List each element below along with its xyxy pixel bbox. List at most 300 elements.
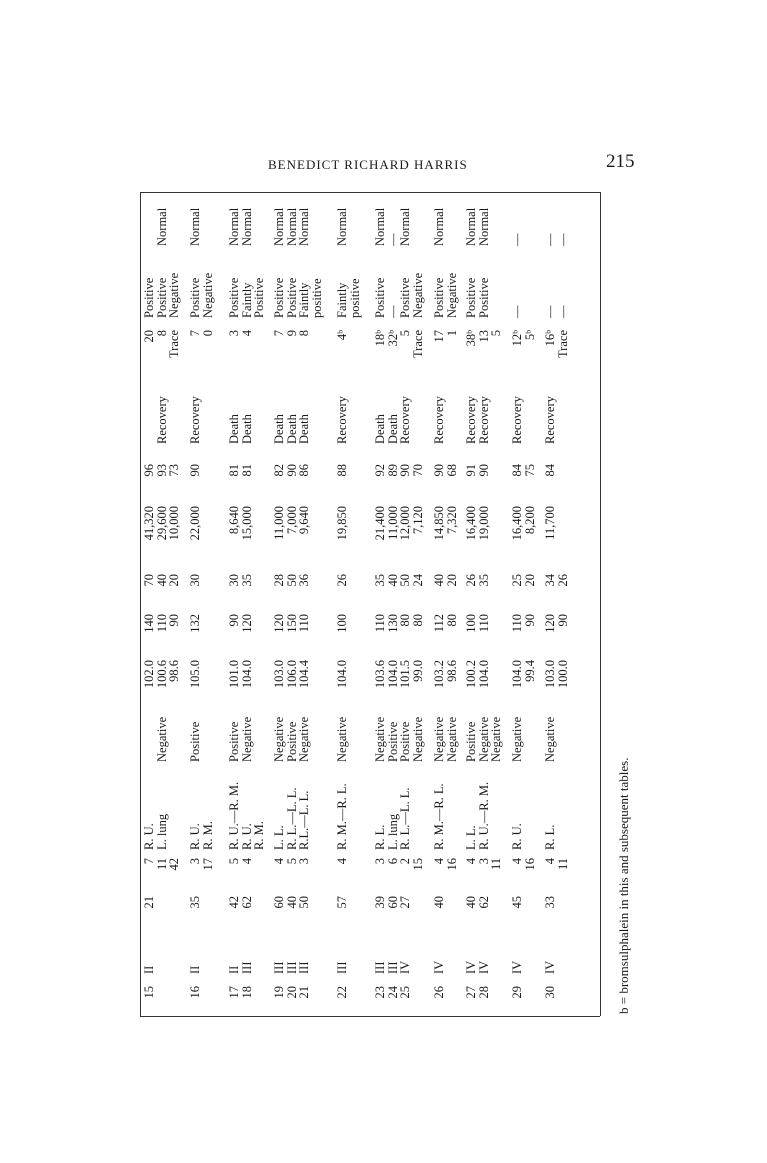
cell-polys: 70 [410,464,425,477]
table-top-rule [140,192,600,193]
cell-outcome: Recovery [543,396,557,444]
cell-days: 3 [476,858,491,865]
cell-pulse: 130 [385,614,400,633]
cell-lesion: R. L.—L. L. [398,787,412,850]
cell-lesion: R. U. [142,823,156,850]
cell-dye: 12ᵇ [510,330,524,347]
cell-resp: 35 [239,574,254,587]
cell-case: 18 [239,986,254,999]
cell-pulse: 80 [398,614,412,627]
cell-outcome: Death [272,414,286,444]
cell-pulse: 90 [167,614,181,627]
cell-stage: III [385,961,400,974]
cell-days: 42 [167,858,181,871]
cell-temp: 102.0 [142,660,156,689]
cell-wbc: 16,400 [510,506,524,541]
cell-polys: 82 [272,464,286,477]
cell-age: 40 [284,896,299,909]
cell-resp: 30 [227,574,241,587]
cell-outcome: Death [385,414,400,444]
cell-urobil: positive [309,278,324,318]
cell-urobil: Negative [444,272,459,318]
cell-lesion: R. U. [510,823,524,850]
cell-stage: II [227,965,241,974]
cell-temp: 99.0 [410,660,425,682]
cell-polys: 90 [476,464,491,477]
cell-urobil: Positive [252,277,266,318]
cell-dye: Trace [410,330,425,359]
cell-urine: Normal [464,207,478,246]
cell-polys: 89 [385,464,400,477]
cell-dye: 1 [444,330,459,337]
cell-pulse: 120 [272,614,286,633]
cell-sputum: Negative [239,716,254,762]
cell-days: 7 [142,858,156,865]
cell-days: 4 [272,858,286,865]
cell-age: 45 [510,896,524,909]
cell-outcome: Recovery [398,396,412,444]
cell-urobil: — [510,305,524,318]
cell-polys: 90 [284,464,299,477]
cell-outcome: Recovery [464,396,478,444]
cell-age: 40 [432,896,446,909]
cell-outcome: Recovery [476,396,491,444]
cell-days: 4 [464,858,478,865]
cell-wbc: 15,000 [239,506,254,541]
cell-resp: 20 [167,574,181,587]
cell-resp: 25 [510,574,524,587]
running-head: BENEDICT RICHARD HARRIS [268,157,468,172]
cell-pulse: 90 [522,614,537,627]
cell-sputum: Negative [272,716,286,762]
cell-lesion: R. L. [373,824,387,850]
cell-polys: 84 [543,464,557,477]
cell-polys: 92 [373,464,387,477]
cell-days: 4 [510,858,524,865]
cell-lesion: R. M.—R. L. [335,783,349,850]
cell-dye: 18ᵇ [373,330,387,347]
cell-dye: 8 [154,330,169,337]
cell-dye: 13 [476,330,491,343]
cell-urine: Normal [154,207,169,246]
cell-temp: 98.6 [167,660,181,682]
cell-resp: 30 [188,574,202,587]
cell-lesion: R. L. [543,824,557,850]
cell-urobil: Faintly [239,282,254,318]
cell-outcome: Death [373,414,387,444]
cell-stage: III [335,961,349,974]
cell-urine: Normal [284,207,299,246]
cell-days: 3 [297,858,311,865]
cell-urobil: Negative [410,272,425,318]
cell-days: 3 [373,858,387,865]
cell-temp: 98.6 [444,660,459,682]
footnote: b = bromsulphalein in this and subsequent tables. [616,757,631,1014]
cell-sputum: Positive [385,721,400,762]
cell-resp: 20 [522,574,537,587]
cell-days: 4 [239,858,254,865]
cell-resp: 26 [555,574,570,587]
cell-case: 21 [297,986,311,999]
cell-resp: 35 [476,574,491,587]
cell-polys: 81 [239,464,254,477]
cell-days: 5 [284,858,299,865]
cell-pulse: 90 [227,614,241,627]
cell-sputum: Negative [410,716,425,762]
cell-resp: 24 [410,574,425,587]
cell-urine: — [510,233,524,246]
cell-age: 35 [188,896,202,909]
cell-dye: 0 [200,330,215,337]
cell-temp: 106.0 [284,660,299,689]
cell-dye: 17 [432,330,446,343]
cell-dye: Trace [555,330,570,359]
cell-urobil: Positive [398,277,412,318]
cell-stage: IV [432,960,446,974]
cell-temp: 103.6 [373,660,387,689]
cell-urobil: — [555,305,570,318]
cell-wbc: 16,400 [464,506,478,541]
cell-outcome: Death [227,414,241,444]
table-left-rule [140,192,141,1016]
cell-temp: 100.0 [555,660,570,689]
cell-case: 16 [188,986,202,999]
cell-sputum: Negative [476,716,491,762]
cell-polys: 68 [444,464,459,477]
cell-wbc: 21,400 [373,506,387,541]
cell-urobil: Positive [373,277,387,318]
cell-stage: IV [398,960,412,974]
cell-stage: III [239,961,254,974]
cell-age: 60 [385,896,400,909]
cell-wbc: 8,200 [522,506,537,535]
cell-dye: 20 [142,330,156,343]
cell-days: 16 [444,858,459,871]
cell-pulse: 110 [476,614,491,633]
cell-polys: 90 [432,464,446,477]
cell-age: 57 [335,896,349,909]
cell-resp: 36 [297,574,311,587]
cell-sputum: Negative [154,716,169,762]
cell-urobil: Positive [476,277,491,318]
cell-days: 11 [489,858,503,871]
cell-pulse: 132 [188,614,202,633]
cell-case: 29 [510,986,524,999]
cell-resp: 26 [464,574,478,587]
cell-temp: 104.4 [297,660,311,689]
cell-dye: 16ᵇ [543,330,557,347]
cell-wbc: 10,000 [167,506,181,541]
cell-dye: 4 [239,330,254,337]
cell-polys: 96 [142,464,156,477]
cell-temp: 101.5 [398,660,412,689]
cell-case: 26 [432,986,446,999]
cell-age: 40 [464,896,478,909]
cell-urine: Normal [272,207,286,246]
cell-stage: II [188,965,202,974]
cell-outcome: Recovery [432,396,446,444]
cell-dye: 32ᵇ [385,330,400,347]
cell-case: 23 [373,986,387,999]
cell-stage: III [373,961,387,974]
cell-days: 11 [154,858,169,871]
cell-sputum: Negative [297,716,311,762]
cell-temp: 105.0 [188,660,202,689]
cell-temp: 99.4 [522,660,537,682]
cell-dye: 4ᵇ [335,330,349,341]
cell-wbc: 8,640 [227,506,241,535]
cell-urobil: Faintly [335,282,349,318]
cell-sputum: Positive [227,721,241,762]
cell-polys: 86 [297,464,311,477]
cell-polys: 91 [464,464,478,477]
cell-dye: 7 [272,330,286,337]
cell-days: 11 [555,858,570,871]
page-number: 215 [606,151,635,172]
cell-case: 28 [476,986,491,999]
cell-sputum: Negative [543,716,557,762]
cell-temp: 104.0 [239,660,254,689]
cell-age: 33 [543,896,557,909]
cell-temp: 100.2 [464,660,478,689]
cell-resp: 40 [432,574,446,587]
table-right-rule [600,192,601,1016]
cell-urine: Normal [227,207,241,246]
cell-age: 60 [272,896,286,909]
cell-lesion: R. M. [200,821,215,850]
cell-case: 20 [284,986,299,999]
cell-wbc: 11,700 [543,506,557,540]
cell-days: 15 [410,858,425,871]
cell-pulse: 112 [432,614,446,633]
cell-urobil: Positive [188,277,202,318]
cell-polys: 90 [398,464,412,477]
cell-wbc: 12,000 [398,506,412,541]
cell-wbc: 7,000 [284,506,299,535]
cell-wbc: 14,850 [432,506,446,541]
cell-resp: 26 [335,574,349,587]
cell-sputum: Negative [489,716,503,762]
cell-urobil: Negative [200,272,215,318]
cell-pulse: 120 [239,614,254,633]
cell-days: 4 [335,858,349,865]
cell-age: 42 [227,896,241,909]
cell-temp: 103.0 [543,660,557,689]
cell-urine: — [385,233,400,246]
cell-lesion: R. L.—L. L. [284,787,299,850]
cell-age: 21 [142,896,156,909]
cell-urobil: Faintly [297,282,311,318]
cell-temp: 101.0 [227,660,241,689]
cell-case: 25 [398,986,412,999]
cell-urine: — [543,233,557,246]
cell-urobil: Negative [167,272,181,318]
cell-age: 50 [297,896,311,909]
cell-dye: 38ᵇ [464,330,478,347]
cell-urine: — [555,233,570,246]
cell-sputum: Positive [188,721,202,762]
cell-resp: 50 [398,574,412,587]
rotated-data-table [143,196,595,1012]
cell-case: 24 [385,986,400,999]
cell-pulse: 100 [335,614,349,633]
cell-outcome: Recovery [188,396,202,444]
cell-polys: 81 [227,464,241,477]
cell-resp: 35 [373,574,387,587]
cell-stage: II [142,965,156,974]
cell-pulse: 110 [297,614,311,633]
cell-days: 17 [200,858,215,871]
cell-case: 30 [543,986,557,999]
cell-pulse: 90 [555,614,570,627]
cell-sputum: Negative [432,716,446,762]
cell-lesion: L. lung [385,813,400,850]
cell-wbc: 29,600 [154,506,169,541]
cell-urine: Normal [373,207,387,246]
cell-lesion: R. M.—R. L. [432,783,446,850]
cell-urobil: Positive [464,277,478,318]
cell-polys: 93 [154,464,169,477]
cell-resp: 70 [142,574,156,587]
cell-resp: 50 [284,574,299,587]
cell-temp: 104.0 [335,660,349,689]
cell-outcome: Death [239,414,254,444]
cell-pulse: 110 [373,614,387,633]
cell-days: 6 [385,858,400,865]
cell-lesion: R. U.—R. M. [227,781,241,850]
cell-lesion: L. lung [154,813,169,850]
cell-temp: 100.6 [154,660,169,689]
table-bottom-rule [140,1016,600,1017]
cell-dye: 5 [489,330,503,337]
cell-wbc: 9,640 [297,506,311,535]
cell-dye: 7 [188,330,202,337]
cell-wbc: 19,000 [476,506,491,541]
cell-age: 62 [476,896,491,909]
cell-wbc: 7,320 [444,506,459,535]
cell-outcome: Recovery [335,396,349,444]
cell-lesion: L. L. [272,825,286,850]
cell-pulse: 150 [284,614,299,633]
cell-sputum: Negative [335,716,349,762]
cell-urine: Normal [432,207,446,246]
cell-urobil: — [543,305,557,318]
cell-sputum: Negative [444,716,459,762]
cell-stage: IV [464,960,478,974]
cell-resp: 34 [543,574,557,587]
cell-dye: 9 [284,330,299,337]
cell-lesion: R. U.—R. M. [476,781,491,850]
cell-urobil: Positive [227,277,241,318]
cell-wbc: 11,000 [272,506,286,540]
cell-dye: 3 [227,330,241,337]
cell-age: 39 [373,896,387,909]
cell-temp: 104.0 [510,660,524,689]
cell-polys: 88 [335,464,349,477]
cell-urobil: positive [347,278,362,318]
cell-sputum: Positive [284,721,299,762]
cell-case: 17 [227,986,241,999]
cell-urobil: Positive [432,277,446,318]
cell-lesion: R. U. [239,823,254,850]
cell-resp: 20 [444,574,459,587]
cell-age: 27 [398,896,412,909]
cell-case: 19 [272,986,286,999]
cell-urine: Normal [188,207,202,246]
cell-wbc: 41,320 [142,506,156,541]
cell-sputum: Negative [373,716,387,762]
cell-wbc: 22,000 [188,506,202,541]
cell-pulse: 140 [142,614,156,633]
cell-pulse: 110 [510,614,524,633]
cell-case: 22 [335,986,349,999]
cell-resp: 40 [385,574,400,587]
cell-case: 15 [142,986,156,999]
cell-temp: 103.0 [272,660,286,689]
cell-pulse: 80 [444,614,459,627]
cell-urobil: — [385,305,400,318]
cell-wbc: 7,120 [410,506,425,535]
cell-days: 3 [188,858,202,865]
cell-outcome: Recovery [510,396,524,444]
cell-resp: 40 [154,574,169,587]
cell-urine: Normal [239,207,254,246]
cell-temp: 104.0 [476,660,491,689]
cell-urine: Normal [335,207,349,246]
cell-stage: IV [510,960,524,974]
cell-dye: 5ᵇ [522,330,537,341]
cell-urobil: Positive [272,277,286,318]
cell-urine: Normal [398,207,412,246]
cell-days: 4 [543,858,557,865]
cell-days: 4 [432,858,446,865]
cell-outcome: Death [297,414,311,444]
cell-temp: 104.0 [385,660,400,689]
cell-stage: IV [476,960,491,974]
cell-stage: III [272,961,286,974]
cell-resp: 28 [272,574,286,587]
cell-days: 2 [398,858,412,865]
cell-wbc: 19,850 [335,506,349,541]
cell-lesion: R.L.—L. L. [297,790,311,850]
cell-polys: 75 [522,464,537,477]
cell-case: 27 [464,986,478,999]
cell-lesion: R. U. [188,823,202,850]
cell-dye: 5 [398,330,412,337]
cell-polys: 90 [188,464,202,477]
cell-pulse: 120 [543,614,557,633]
cell-dye: 8 [297,330,311,337]
cell-urobil: Positive [284,277,299,318]
cell-age: 62 [239,896,254,909]
cell-outcome: Death [284,414,299,444]
cell-pulse: 100 [464,614,478,633]
cell-urobil: Positive [142,277,156,318]
cell-urobil: Positive [154,277,169,318]
cell-days: 16 [522,858,537,871]
cell-urine: Normal [476,207,491,246]
cell-wbc: 11,000 [385,506,400,540]
cell-polys: 84 [510,464,524,477]
cell-stage: III [297,961,311,974]
cell-days: 5 [227,858,241,865]
cell-stage: IV [543,960,557,974]
cell-outcome: Recovery [154,396,169,444]
cell-pulse: 110 [154,614,169,633]
cell-stage: III [284,961,299,974]
cell-urine: Normal [297,207,311,246]
cell-temp: 103.2 [432,660,446,689]
